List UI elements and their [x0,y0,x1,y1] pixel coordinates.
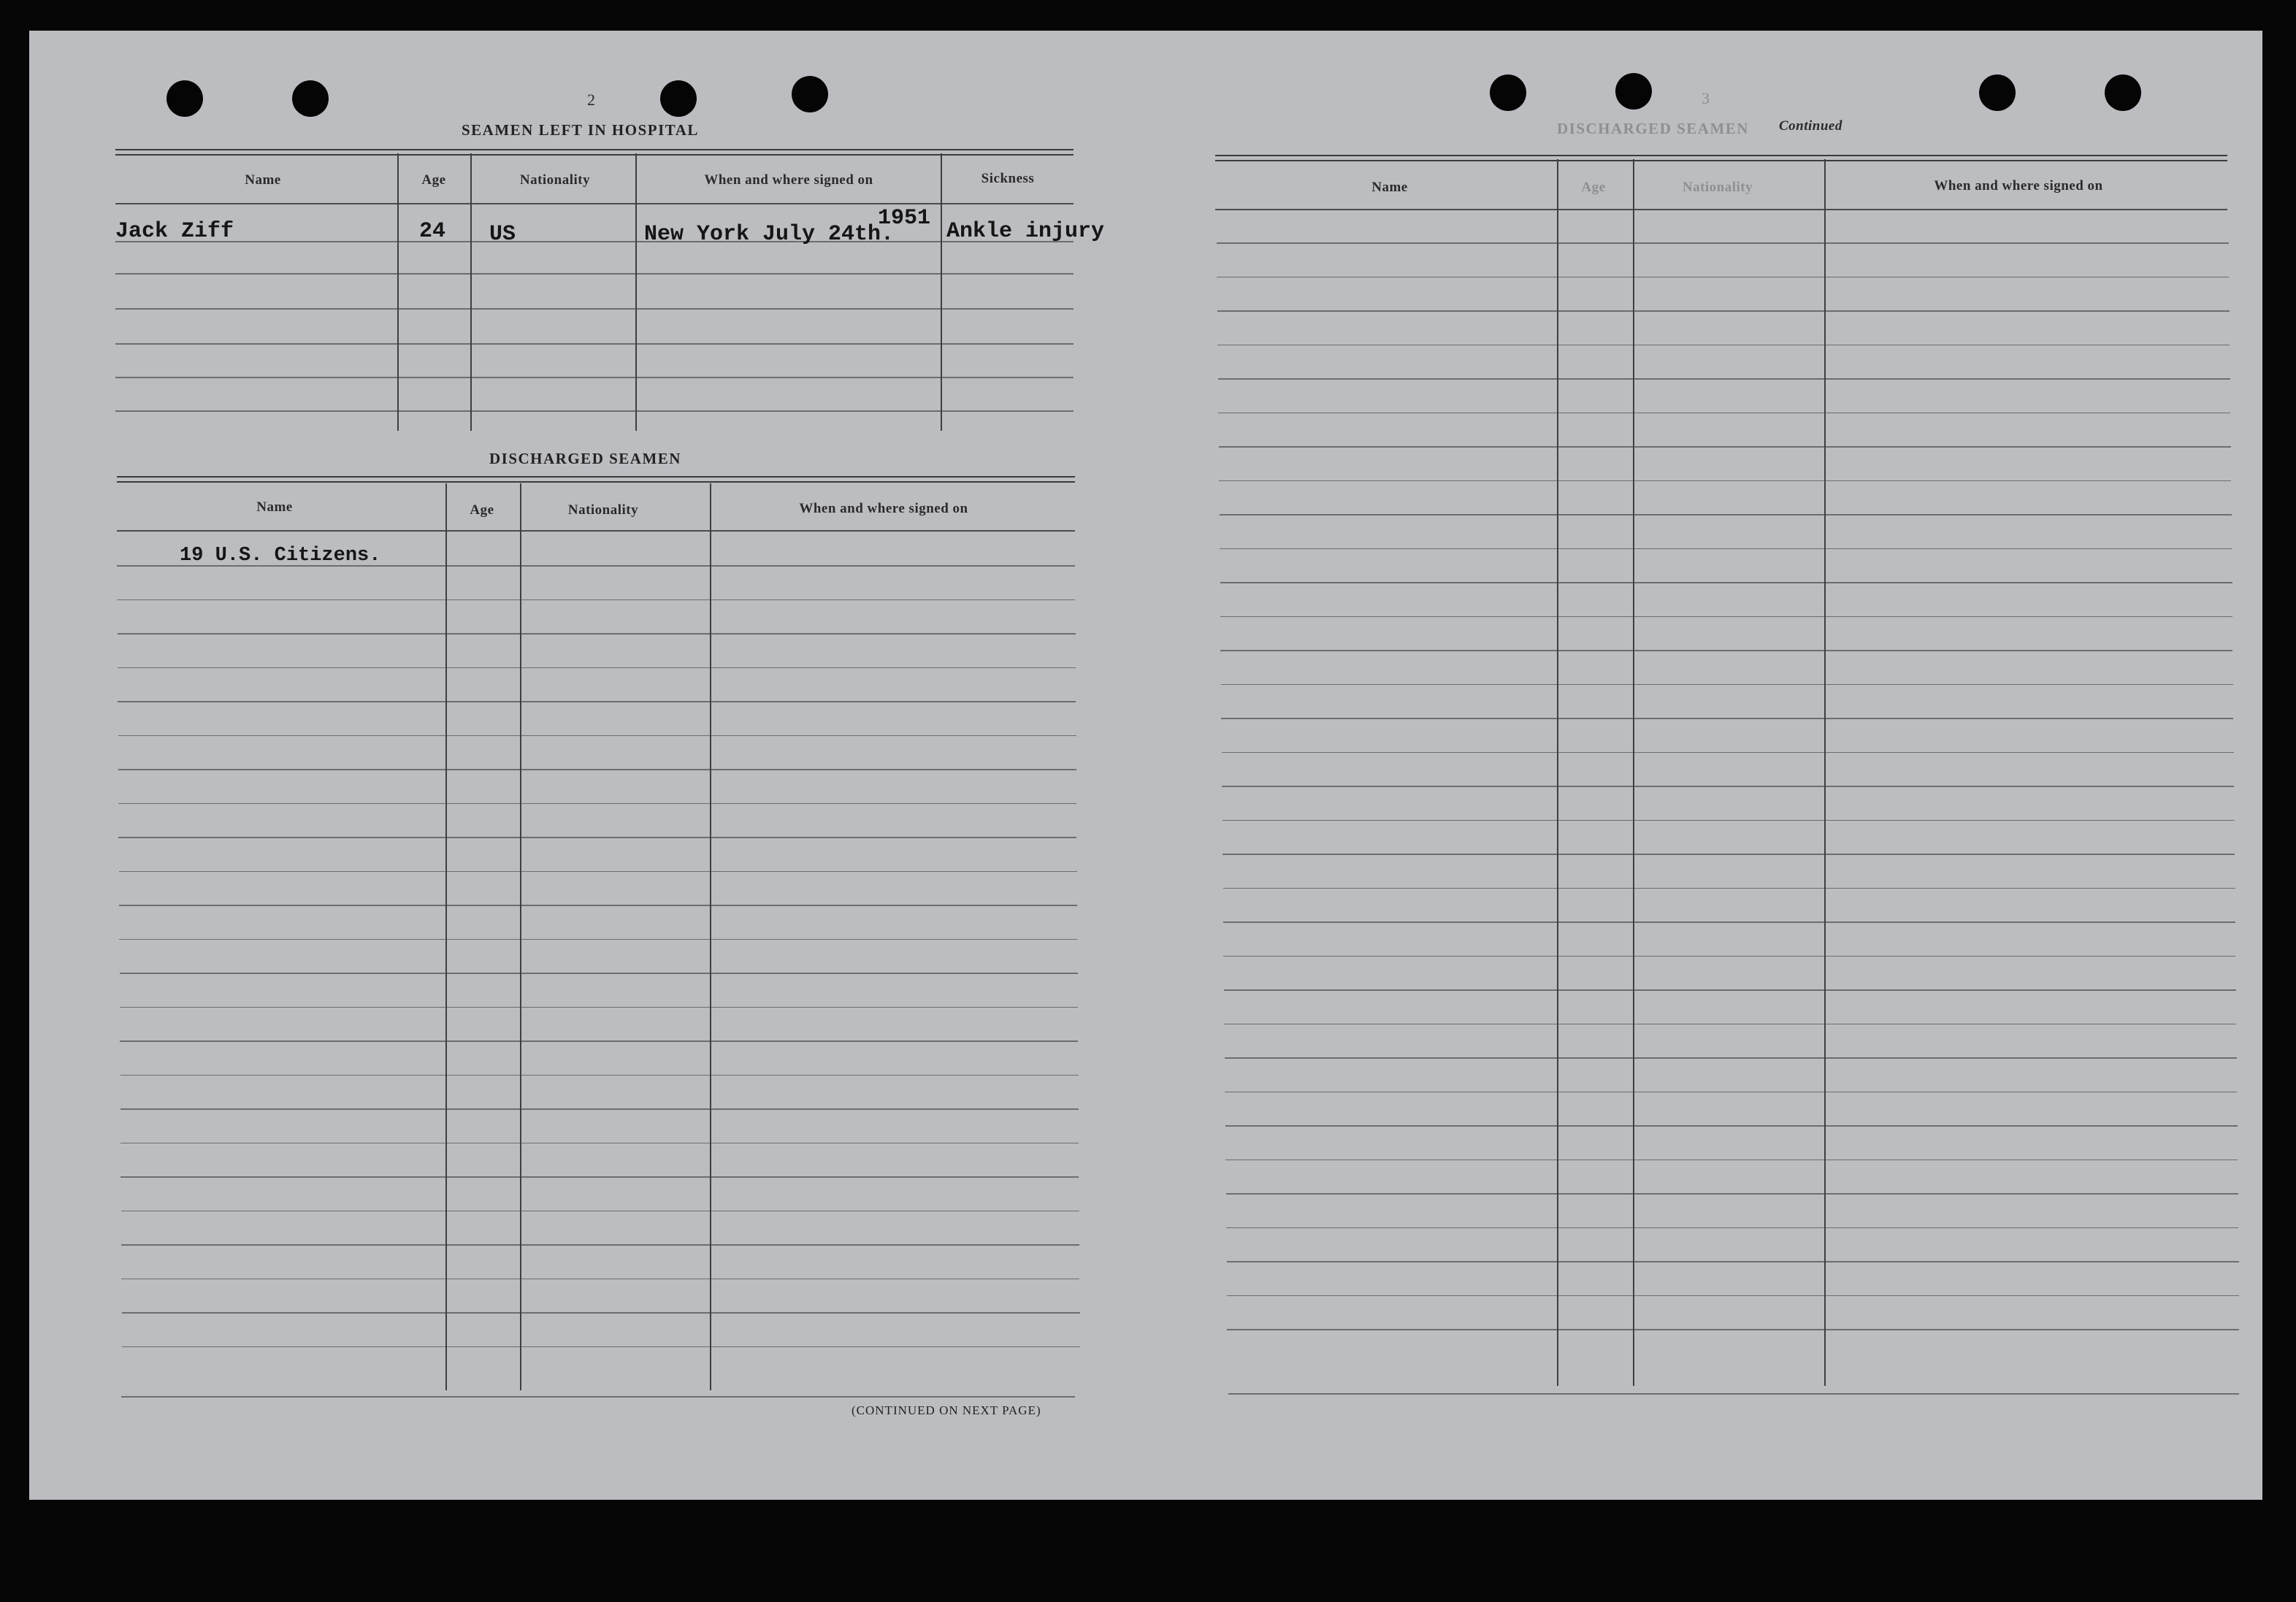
table-rule [118,837,1076,838]
table-rule [115,410,1074,412]
table-column-divider [397,153,399,431]
table-rule [1217,345,2230,346]
table-rule [118,667,1076,669]
table-rule [1218,378,2230,380]
table-rule [118,701,1076,702]
table-rule [115,273,1074,275]
table-rule [119,871,1077,873]
table-rule [1221,684,2233,686]
table-rule [1218,413,2230,414]
table-rule [120,1176,1079,1178]
table-column-divider [710,483,711,1390]
table-rule [1222,820,2235,821]
table-rule [121,1211,1079,1212]
table-rule [1225,1057,2237,1059]
punch-hole [1979,74,2016,111]
table-rule [115,343,1074,345]
table-rule [1226,1193,2238,1195]
table-rule [118,735,1076,737]
table-rule [1223,921,2235,923]
table-column-divider [1824,159,1826,1386]
table-rule [115,203,1074,204]
right-section-title: DISCHARGED SEAMEN [1557,120,1749,137]
column-header-signed-on: When and where signed on [1934,178,2103,193]
hospital-row-sickness: Ankle injury [946,219,1105,244]
column-header-age: Age [470,502,494,518]
document-sheet [29,31,2262,1500]
table-rule [1223,888,2235,889]
table-rule [117,530,1075,532]
table-column-divider [520,483,521,1390]
table-rule [1225,1092,2237,1093]
table-column-divider [445,483,447,1390]
table-rule [120,1108,1079,1110]
table-rule [1223,956,2235,957]
table-rule [1215,155,2227,161]
punch-hole [1490,74,1526,111]
table-rule [117,599,1075,601]
table-rule [1220,548,2232,550]
table-rule [1225,1125,2238,1127]
right-section-title-suffix: Continued [1779,118,1842,134]
table-rule [118,803,1076,805]
table-rule [1227,1295,2239,1297]
table-rule [120,1040,1078,1042]
column-header-nationality: Nationality [567,502,639,518]
table-rule [1226,1227,2238,1229]
punch-hole [792,76,828,112]
table-rule [1227,1329,2239,1330]
table-rule [1220,582,2232,583]
punch-hole [2105,74,2141,111]
table-rule [1224,989,2236,991]
table-column-divider [1633,159,1634,1386]
hospital-row-age: 24 [419,219,446,244]
column-header-age: Age [421,172,446,188]
table-rule [121,1244,1079,1246]
punch-hole [292,80,329,117]
table-rule [119,939,1077,940]
column-header-sickness: Sickness [981,171,1035,186]
table-rule [1224,1024,2236,1025]
table-rule [1221,718,2233,719]
left-page-number: 2 [587,91,595,109]
table-rule [1219,446,2231,448]
column-header-name: Name [1371,180,1408,195]
hospital-row-year: 1951 [878,206,931,231]
table-rule [1228,1393,2239,1395]
column-header-nationality: Nationality [1682,180,1753,195]
table-rule [1217,277,2229,278]
table-rule [119,905,1077,906]
table-rule [1217,242,2229,244]
table-rule [120,1075,1079,1076]
column-header-nationality: Nationality [519,172,591,188]
discharged-entry: 19 U.S. Citizens. [180,545,381,567]
table-rule [115,308,1074,310]
table-rule [115,377,1074,378]
table-column-divider [635,153,637,431]
table-rule [1222,752,2234,754]
table-rule [115,149,1074,156]
table-rule [1215,209,2227,210]
table-rule [120,973,1078,974]
table-rule [1227,1261,2239,1262]
column-header-age: Age [1581,180,1606,195]
table-rule [1217,310,2230,312]
table-rule [120,1007,1078,1008]
discharged-section-title: DISCHARGED SEAMEN [489,450,681,467]
table-column-divider [470,153,472,431]
hospital-section-title: SEAMEN LEFT IN HOSPITAL [462,121,699,139]
hospital-row-nationality: US [489,222,516,247]
column-header-signed-on: When and where signed on [799,501,968,516]
table-rule [117,476,1075,483]
table-rule [1220,650,2232,651]
table-rule [115,241,1074,242]
punch-hole [1615,73,1652,110]
table-rule [1222,854,2235,855]
table-rule [1225,1160,2238,1161]
table-column-divider [1557,159,1558,1386]
punch-hole [660,80,697,117]
table-rule [1220,514,2232,516]
right-page-number: 3 [1702,89,1710,107]
table-rule [1222,786,2234,787]
table-rule [1219,480,2231,482]
column-header-signed-on: When and where signed on [704,172,873,188]
punch-hole [167,80,203,117]
table-column-divider [941,153,942,431]
column-header-name: Name [245,172,281,188]
table-rule [118,769,1076,770]
hospital-row-signed-on: New York July 24th. [644,222,895,247]
table-rule [121,1279,1079,1280]
continued-footer: (CONTINUED ON NEXT PAGE) [852,1403,1041,1417]
table-rule [118,633,1076,635]
hospital-row-name: Jack Ziff [115,219,234,244]
table-rule [1220,616,2232,618]
column-header-name: Name [256,499,293,515]
table-rule [121,1396,1075,1398]
table-rule [122,1312,1080,1314]
table-rule [120,1143,1079,1144]
table-rule [122,1346,1080,1348]
